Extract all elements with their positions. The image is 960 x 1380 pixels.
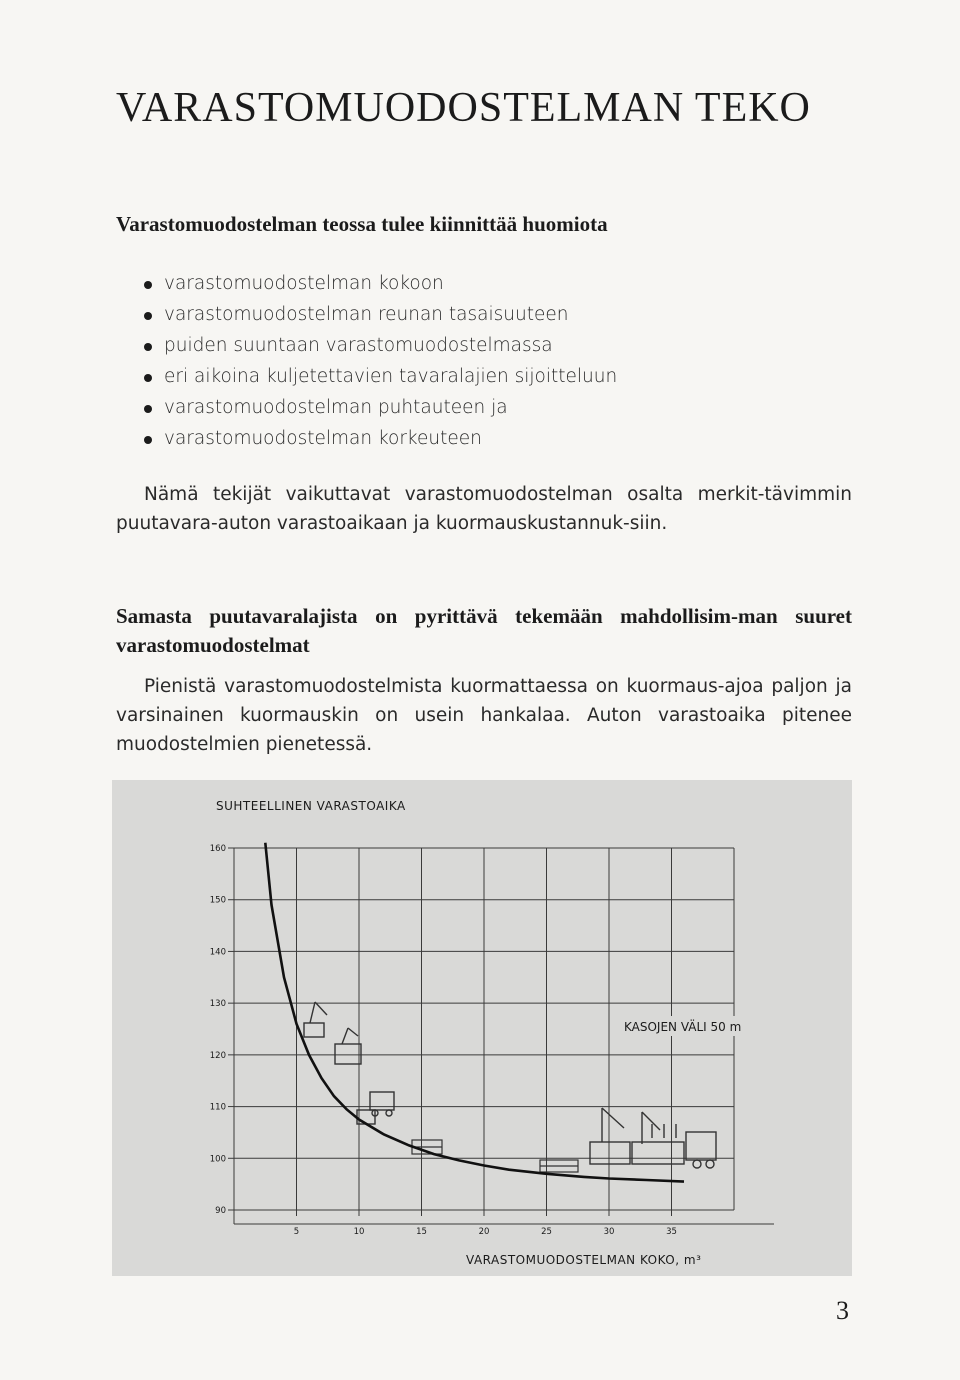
section-heading-large-piles: Samasta puutavaralajista on pyrittävä tekemään mahdollisim-man suuret varastomuodostelmat [116, 604, 852, 657]
y-tick-label: 150 [209, 895, 226, 906]
chart-series-line [265, 843, 684, 1182]
y-tick-label: 90 [215, 1206, 226, 1216]
bullet-item: varastomuodostelman korkeuteen [144, 423, 617, 454]
bullet-dot-icon [144, 374, 152, 382]
y-tick-label: 120 [209, 1050, 226, 1061]
x-tick-label: 35 [666, 1227, 677, 1237]
y-tick-label: 130 [209, 999, 226, 1010]
bullet-dot-icon [144, 281, 152, 289]
page-number: 3 [836, 1296, 849, 1325]
x-tick-label: 15 [416, 1227, 427, 1237]
x-axis-label: VARASTOMUODOSTELMAN KOKO, m³ [466, 1253, 702, 1267]
x-tick-label: 30 [603, 1227, 615, 1237]
bullet-dot-icon [144, 343, 152, 351]
page-title: VARASTOMUODOSTELMAN TEKO [116, 85, 811, 131]
spacing-annotation [620, 1016, 770, 1036]
x-tick-label: 25 [541, 1227, 552, 1237]
bullet-item: varastomuodostelman reunan tasaisuuteen [144, 299, 617, 330]
bullet-dot-icon [144, 312, 152, 320]
paragraph-small-piles: Pienistä varastomuodostelmista kuormattaessa on kuormaus-ajoa paljon ja varsinainen kuormauskin on usein hankalaa. Auton varastoaika pitenee muodostelmien pienetessä. [116, 676, 852, 755]
storage-time-chart [112, 780, 852, 1276]
x-tick-label: 10 [353, 1227, 365, 1237]
attention-bullet-list [144, 268, 617, 454]
y-tick-label: 140 [209, 947, 226, 958]
y-tick-label: 110 [209, 1102, 226, 1113]
paragraph-factors: Nämä tekijät vaikuttavat varastomuodostelman osalta merkit-tävimmin puutavara-auton varastoaikaan ja kuormauskustannuk-siin. [116, 484, 852, 534]
bullet-dot-icon [144, 436, 152, 444]
chart-title: SUHTEELLINEN VARASTOAIKA [216, 799, 406, 813]
chart-svg [112, 780, 852, 1276]
bullet-dot-icon [144, 405, 152, 413]
loader-truck-icon [304, 1002, 394, 1124]
bullet-item: varastomuodostelman puhtauteen ja [144, 392, 617, 423]
x-tick-label: 5 [293, 1227, 300, 1237]
bullet-item: eri aikoina kuljetettavien tavaralajien sijoitteluun [144, 361, 617, 392]
y-tick-label: 100 [209, 1154, 226, 1165]
section-heading-attention: Varastomuodostelman teossa tulee kiinnittää huomiota [116, 212, 608, 236]
y-tick-label: 160 [209, 844, 226, 854]
annotation-label: KASOJEN VÄLI 50 m [624, 1020, 742, 1034]
bullet-item: puiden suuntaan varastomuodostelmassa [144, 330, 617, 361]
bullet-item: varastomuodostelman kokoon [144, 268, 617, 299]
x-tick-label: 20 [478, 1227, 490, 1237]
